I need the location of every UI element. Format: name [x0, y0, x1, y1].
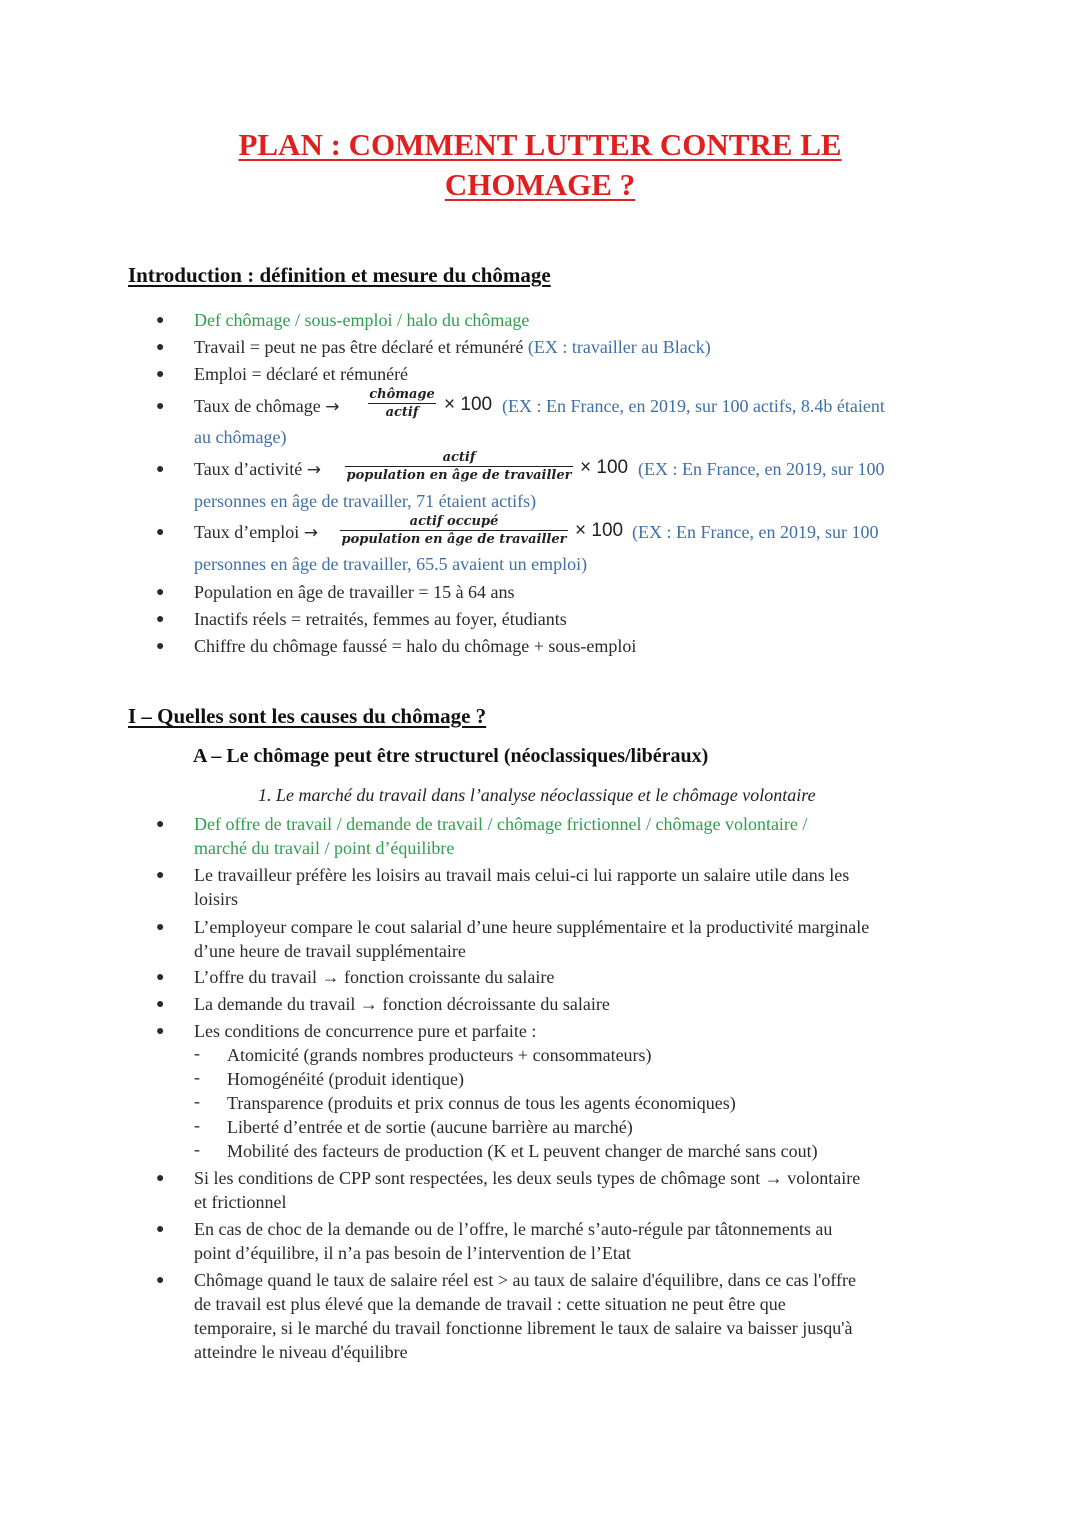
times-100: × 100 [580, 457, 629, 478]
bullet: ● [156, 970, 165, 985]
taux-chomage-example: (EX : En France, en 2019, sur 100 actifs, 8.4b étaient [502, 396, 885, 416]
taux-emploi-text: Taux d’emploi [194, 522, 300, 542]
bullet: ● [156, 1171, 165, 1186]
condition-item: Homogénéité (produit identique) [227, 1069, 464, 1089]
intro-emploi: Emploi = déclaré et rémunéré [194, 364, 409, 384]
condition-item: Mobilité des facteurs de production (K et L peuvent changer de marché sans cout) [227, 1141, 818, 1161]
intro-travail [194, 335, 711, 359]
taux-chomage-example-cont: au chômage) [194, 427, 287, 447]
intro-inactifs: Inactifs réels = retraités, femmes au foyer, étudiants [194, 609, 567, 629]
taux-emploi-example-cont: personnes en âge de travailler, 65.5 avaient un emploi) [194, 554, 588, 574]
intro-heading: Introduction : définition et mesure du chômage [128, 263, 551, 287]
bullet: ● [156, 639, 165, 654]
part1-def: Def offre de travail / demande de travail / chômage frictionnel / chômage volontaire / [194, 814, 808, 834]
part1-chomage-cont-3: atteindre le niveau d'équilibre [194, 1342, 408, 1362]
bullet: ● [156, 367, 165, 382]
bullet: ● [156, 585, 165, 600]
bullet: ● [156, 313, 165, 328]
part1-employeur: L’employeur compare le cout salarial d’une heure supplémentaire et la productivité marginale [194, 917, 870, 937]
bullet: ● [156, 920, 165, 935]
part1-travailleur: Le travailleur préfère les loisirs au travail mais celui-ci lui rapporte un salaire utile dans les [194, 865, 850, 885]
dash-marker: - [194, 1067, 200, 1087]
part1-demande: La demande du travail → fonction décroissante du salaire [194, 994, 610, 1014]
dash-marker: - [194, 1115, 200, 1135]
part1-chomage-cont-2: temporaire, si le marché du travail fonctionne librement le taux de salaire va baisser jusqu'à [194, 1318, 853, 1338]
taux-activite-example: (EX : En France, en 2019, sur 100 [638, 459, 885, 479]
fraction-denominator: population en âge de travailler [341, 532, 567, 547]
bullet: ● [156, 997, 165, 1012]
times-100: × 100 [444, 394, 493, 415]
taux-emploi-example: (EX : En France, en 2019, sur 100 [632, 522, 879, 542]
taux-activite-example-cont: personnes en âge de travailler, 71 étaient actifs) [194, 491, 537, 511]
taux-activite-text: Taux d’activité [194, 459, 303, 479]
bullet: ● [156, 462, 165, 477]
part1-offre: L’offre du travail → fonction croissante du salaire [194, 967, 555, 987]
part1-choc-cont: point d’équilibre, il n’a pas besoin de l’intervention de l’Etat [194, 1243, 631, 1263]
travail-example: (EX : travailler au Black) [527, 337, 711, 357]
dash-marker: - [194, 1043, 200, 1063]
taux-emploi-label [194, 520, 318, 545]
bullet: ● [156, 399, 165, 414]
fraction-denominator: population en âge de travailler [346, 468, 572, 483]
part1-cpp: Si les conditions de CPP sont respectées, les deux seuls types de chômage sont → volontaire [194, 1168, 861, 1188]
intro-population: Population en âge de travailler = 15 à 64 ans [194, 582, 515, 602]
travail-text: Travail = peut ne pas être déclaré et rémunéré [194, 337, 524, 357]
part1-chomage: Chômage quand le taux de salaire réel est > au taux de salaire d'équilibre, dans ce cas l'offre [194, 1270, 857, 1290]
arrow-right-icon: → [303, 523, 318, 543]
bullet: ● [156, 868, 165, 883]
fraction-taux-emploi [340, 513, 568, 548]
fraction-numerator: actif [442, 450, 476, 465]
bullet: ● [156, 1024, 165, 1039]
part1-conditions: Les conditions de concurrence pure et parfaite : [194, 1021, 537, 1041]
part1-subheading-a: A – Le chômage peut être structurel (néoclassiques/libéraux) [193, 745, 709, 767]
condition-item: Atomicité (grands nombres producteurs + consommateurs) [227, 1045, 652, 1065]
taux-chomage-label [194, 394, 339, 419]
arrow-right-icon: → [325, 397, 340, 417]
part1-cpp-cont: et frictionnel [194, 1192, 287, 1212]
part1-choc: En cas de choc de la demande ou de l’offre, le marché s’auto-régule par tâtonnements au [194, 1219, 833, 1239]
part1-def-cont: marché du travail / point d’équilibre [194, 838, 455, 858]
bullet: ● [156, 612, 165, 627]
bullet: ● [156, 1273, 165, 1288]
part1-employeur-cont: d’une heure de travail supplémentaire [194, 941, 466, 961]
times-100: × 100 [575, 520, 624, 541]
bullet: ● [156, 525, 165, 540]
taux-activite-label [194, 457, 321, 482]
dash-marker: - [194, 1091, 200, 1111]
taux-chomage-text: Taux de chômage [194, 396, 321, 416]
fraction-denominator: actif [385, 405, 419, 420]
part1-subheading-1: 1. Le marché du travail dans l’analyse néoclassique et le chômage volontaire [258, 785, 816, 805]
fraction-taux-chomage [368, 386, 436, 421]
fraction-numerator: actif occupé [409, 514, 499, 529]
intro-def: Def chômage / sous-emploi / halo du chômage [194, 310, 530, 330]
condition-item: Transparence (produits et prix connus de tous les agents économiques) [227, 1093, 736, 1113]
intro-chiffre: Chiffre du chômage faussé = halo du chômage + sous-emploi [194, 636, 637, 656]
part1-travailleur-cont: loisirs [194, 889, 239, 909]
part1-chomage-cont-1: de travail est plus élevé que la demande de travail : cette situation ne peut être que [194, 1294, 786, 1314]
fraction-numerator: chômage [369, 387, 435, 402]
fraction-taux-activite [345, 449, 573, 484]
part1-heading: I – Quelles sont les causes du chômage ? [128, 704, 487, 728]
arrow-right-icon: → [306, 460, 321, 480]
dash-marker: - [194, 1139, 200, 1159]
bullet: ● [156, 1222, 165, 1237]
page-title-line-2: CHOMAGE ? [444, 167, 636, 202]
condition-item: Liberté d’entrée et de sortie (aucune barrière au marché) [227, 1117, 633, 1137]
bullet: ● [156, 817, 165, 832]
page-title-line-1: PLAN : COMMENT LUTTER CONTRE LE [238, 127, 842, 162]
bullet: ● [156, 340, 165, 355]
